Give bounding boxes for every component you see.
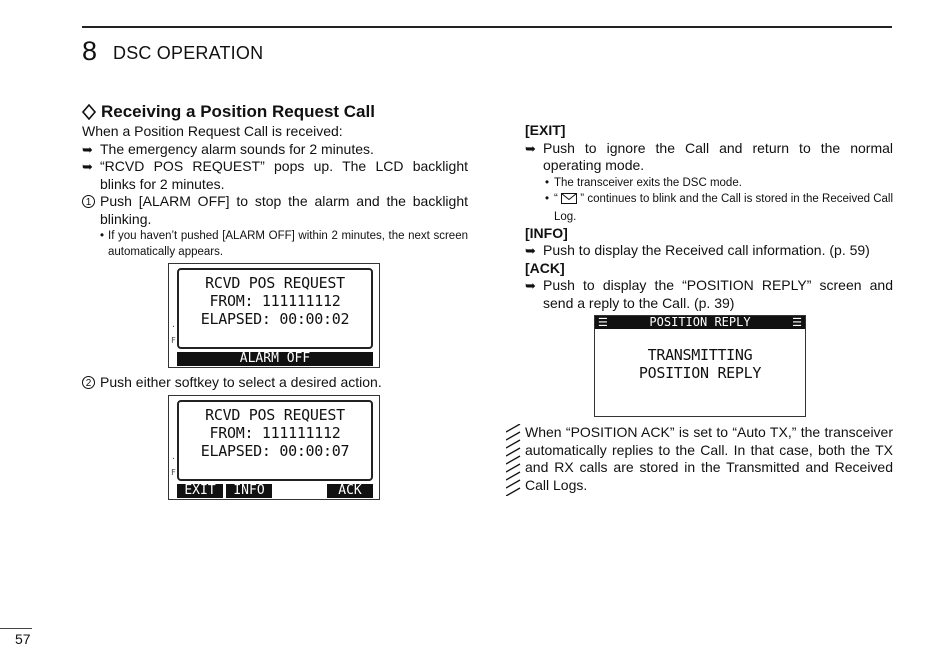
left-column	[82, 102, 468, 260]
lcd-screen-alarm: · F RCVD POS REQUEST FROM: 111111112 ELAPSED: 00:00:02 ALARM OFF	[168, 263, 380, 368]
arrow-bullet-icon: ➥	[525, 278, 536, 293]
lcd-title-bar	[595, 316, 805, 329]
bullet-text: Push to ignore the Call and return to the normal operating mode.	[543, 139, 893, 173]
page-number: 57	[15, 631, 31, 647]
step-text: Push either softkey to select a desired action.	[100, 374, 382, 390]
step-1	[82, 193, 468, 228]
step-note: • If you haven’t pushed [ALARM OFF] within 2 minutes, the next screen automatically appears.	[100, 230, 468, 258]
lcd-line: TRANSMITTING	[647, 346, 753, 364]
lcd-line: ELAPSED: 00:00:02	[200, 310, 350, 328]
lcd-screen-position-reply	[594, 315, 806, 417]
list-item	[525, 277, 893, 312]
exit-note: • “ ” continues to blink and the Call is stored in the Received Call Log.	[545, 192, 893, 223]
section-heading-text: Receiving a Position Request Call	[101, 102, 375, 121]
info-softkey[interactable]: INFO	[226, 484, 272, 498]
arrow-bullet-icon: ➥	[82, 159, 93, 174]
list-item	[525, 242, 893, 260]
info-note-hatch-icon	[506, 424, 522, 496]
lcd-line: ELAPSED: 00:00:07	[200, 442, 350, 460]
exit-softkey[interactable]: EXIT	[177, 484, 223, 498]
arrow-bullet-icon: ➥	[525, 140, 536, 156]
step-2-wrap	[82, 374, 468, 392]
list-item	[82, 141, 468, 159]
lcd-line: POSITION REPLY	[638, 364, 762, 382]
section-heading	[82, 102, 468, 122]
lcd-line: RCVD POS REQUEST	[205, 274, 345, 292]
chapter-title: DSC OPERATION	[113, 43, 264, 63]
lcd-line: FROM: 111111112	[209, 292, 341, 310]
exit-note: • The transceiver exits the DSC mode.	[545, 176, 742, 189]
step-2	[82, 374, 468, 392]
step-number: 2	[82, 376, 95, 389]
softkey-bar	[177, 484, 373, 498]
intro-text: When a Position Request Call is received:	[82, 123, 343, 139]
right-column	[525, 122, 893, 312]
envelope-icon	[561, 193, 577, 209]
lcd-line: FROM: 111111112	[209, 424, 341, 442]
ack-softkey[interactable]: ACK	[327, 484, 373, 498]
list-item	[82, 158, 468, 193]
lcd-screen-actions: · F RCVD POS REQUEST FROM: 111111112 ELAPSED: 00:00:07 EXIT INFO ACK	[168, 395, 380, 500]
chapter-number: 8	[82, 36, 98, 66]
menu-icon: ☰	[792, 316, 802, 329]
quote-open: “	[554, 192, 558, 205]
step-number: 1	[82, 195, 95, 208]
list-item	[525, 140, 893, 175]
bullet-text: Push to display the “POSITION REPLY” screen and send a reply to the Call. (p. 39)	[543, 277, 893, 311]
info-note-text: When “POSITION ACK” is set to “Auto TX,” the transceiver automatically replies to the Call. In that case, both the TX and RX calls are stored in the Transmitted and Received Call Logs.	[525, 424, 893, 493]
lcd-display-frame	[177, 268, 373, 349]
bullet-text: “RCVD POS REQUEST” pops up. The LCD backlight blinks for 2 minutes.	[100, 158, 468, 192]
arrow-bullet-icon: ➥	[82, 141, 93, 157]
lcd-line: RCVD POS REQUEST	[205, 406, 345, 424]
exit-label: [EXIT]	[525, 122, 566, 138]
diamond-icon	[82, 104, 96, 120]
menu-icon: ☰	[598, 316, 608, 329]
page-number-rule	[0, 628, 32, 629]
note-text: The transceiver exits the DSC mode.	[554, 176, 742, 189]
info-label: [INFO]	[525, 224, 568, 241]
top-rule	[82, 26, 892, 28]
note-text: ” continues to blink and the Call is stored in the Received Call Log.	[554, 192, 893, 223]
step-text: Push [ALARM OFF] to stop the alarm and the backlight blinking.	[100, 193, 468, 227]
arrow-bullet-icon: ➥	[525, 243, 536, 258]
alarm-off-softkey[interactable]: ALARM OFF	[177, 352, 373, 366]
ack-label: [ACK]	[525, 259, 565, 276]
bullet-text: The emergency alarm sounds for 2 minutes.	[100, 140, 374, 157]
bullet-text: Push to display the Received call information. (p. 59)	[543, 242, 870, 258]
lcd-display-frame	[177, 400, 373, 481]
note-text: If you haven’t pushed [ALARM OFF] within 2 minutes, the next screen automatically appears.	[108, 230, 468, 258]
lcd-title: POSITION REPLY	[649, 315, 751, 329]
